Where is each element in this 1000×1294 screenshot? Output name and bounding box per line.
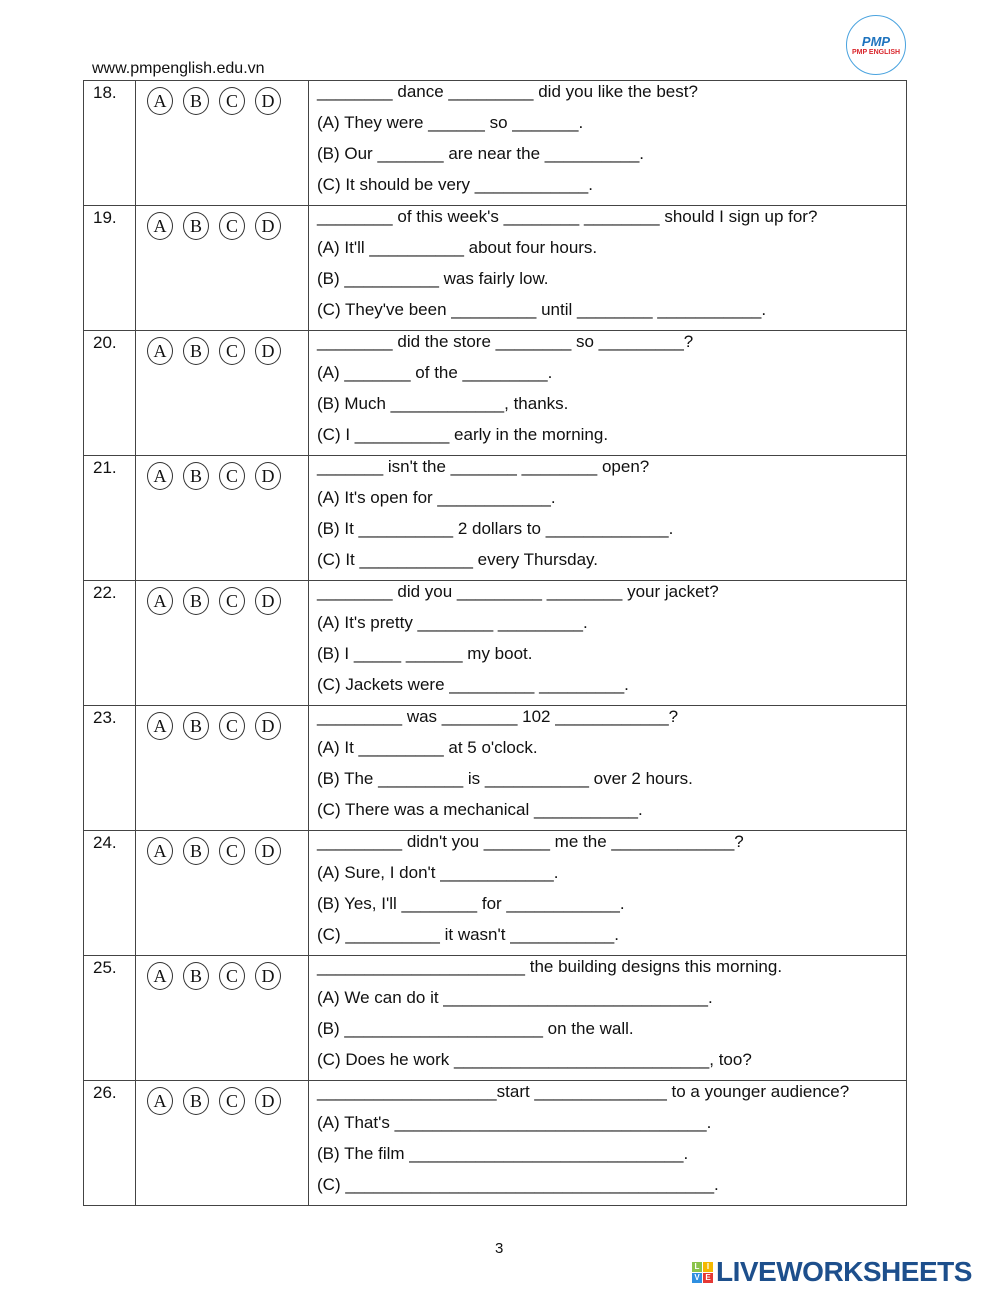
answer-choices (136, 581, 308, 615)
answer-option-d[interactable]: D (255, 837, 281, 865)
answer-choices (136, 956, 308, 990)
answer-option-c[interactable]: C (219, 87, 245, 115)
option-text: (C) There was a mechanical ___________. (317, 800, 643, 819)
question-text: _________ didn't you _______ me the _____________? (317, 832, 744, 851)
answer-option-a[interactable]: A (147, 1087, 173, 1115)
answer-option-c[interactable]: C (219, 462, 245, 490)
question-table (83, 80, 907, 1206)
answer-option-a[interactable]: A (147, 462, 173, 490)
answer-option-c[interactable]: C (219, 337, 245, 365)
live-icon: L I V E (692, 1262, 713, 1283)
question-text: ________ dance _________ did you like the best? (317, 82, 698, 101)
option-text: (A) _______ of the _________. (317, 363, 553, 382)
option-text: (A) We can do it ____________________________. (317, 988, 713, 1007)
answer-option-c[interactable]: C (219, 212, 245, 240)
option-text: (B) It __________ 2 dollars to _____________. (317, 519, 674, 538)
question-number: 22. (84, 581, 136, 706)
option-text: (B) The film _____________________________. (317, 1144, 689, 1163)
answer-option-d[interactable]: D (255, 1087, 281, 1115)
option-text: (C) It should be very ____________. (317, 175, 593, 194)
answer-option-b[interactable]: B (183, 462, 209, 490)
question-text: ___________________start ______________ to a younger audience? (317, 1082, 850, 1101)
option-text: (B) __________ was fairly low. (317, 269, 549, 288)
answer-option-c[interactable]: C (219, 962, 245, 990)
answer-choices (136, 706, 308, 740)
answer-option-a[interactable]: A (147, 212, 173, 240)
answer-option-c[interactable]: C (219, 1087, 245, 1115)
option-text: (B) _____________________ on the wall. (317, 1019, 634, 1038)
option-text: (A) It _________ at 5 o'clock. (317, 738, 538, 757)
answer-option-a[interactable]: A (147, 962, 173, 990)
question-row (84, 831, 907, 956)
question-number: 19. (84, 206, 136, 331)
question-text: ________ of this week's ________ ________ should I sign up for? (317, 207, 818, 226)
answer-option-d[interactable]: D (255, 462, 281, 490)
answer-option-d[interactable]: D (255, 87, 281, 115)
answer-option-c[interactable]: C (219, 712, 245, 740)
option-text: (C) It ____________ every Thursday. (317, 550, 598, 569)
question-row (84, 456, 907, 581)
question-text: _______ isn't the _______ ________ open? (317, 457, 650, 476)
option-text: (C) _______________________________________. (317, 1175, 719, 1194)
question-text: ________ did you _________ ________ your jacket? (317, 582, 719, 601)
question-row (84, 706, 907, 831)
answer-option-d[interactable]: D (255, 962, 281, 990)
option-text: (A) That's _________________________________. (317, 1113, 712, 1132)
question-row (84, 331, 907, 456)
website-url: www.pmpenglish.edu.vn (92, 60, 265, 77)
answer-option-b[interactable]: B (183, 337, 209, 365)
question-row (84, 581, 907, 706)
option-text: (A) They were ______ so _______. (317, 113, 584, 132)
question-row (84, 81, 907, 206)
answer-choices (136, 81, 308, 115)
option-text: (C) I __________ early in the morning. (317, 425, 609, 444)
answer-option-d[interactable]: D (255, 587, 281, 615)
answer-option-a[interactable]: A (147, 337, 173, 365)
answer-option-d[interactable]: D (255, 712, 281, 740)
option-text: (C) They've been _________ until ________ ___________. (317, 300, 767, 319)
question-number: 20. (84, 331, 136, 456)
liveworksheets-brand: L I V E LIVEWORKSHEETS (692, 1256, 972, 1288)
question-number: 24. (84, 831, 136, 956)
question-row (84, 1081, 907, 1206)
page-number: 3 (495, 1240, 504, 1257)
option-text: (B) Our _______ are near the __________. (317, 144, 645, 163)
question-number: 23. (84, 706, 136, 831)
answer-choices (136, 331, 308, 365)
answer-option-a[interactable]: A (147, 712, 173, 740)
question-number: 18. (84, 81, 136, 206)
option-text: (A) It's pretty ________ _________. (317, 613, 588, 632)
answer-option-b[interactable]: B (183, 587, 209, 615)
answer-choices (136, 831, 308, 865)
option-text: (C) __________ it wasn't ___________. (317, 925, 619, 944)
question-row (84, 206, 907, 331)
answer-option-b[interactable]: B (183, 212, 209, 240)
answer-choices (136, 456, 308, 490)
answer-option-b[interactable]: B (183, 712, 209, 740)
answer-option-b[interactable]: B (183, 87, 209, 115)
answer-option-b[interactable]: B (183, 837, 209, 865)
option-text: (B) The _________ is ___________ over 2 hours. (317, 769, 693, 788)
answer-option-d[interactable]: D (255, 212, 281, 240)
answer-option-b[interactable]: B (183, 1087, 209, 1115)
question-number: 26. (84, 1081, 136, 1206)
option-text: (B) Yes, I'll ________ for ____________. (317, 894, 625, 913)
question-number: 21. (84, 456, 136, 581)
option-text: (A) It's open for ____________. (317, 488, 556, 507)
option-text: (C) Does he work ___________________________, too? (317, 1050, 752, 1069)
question-text: _________ was ________ 102 ____________? (317, 707, 679, 726)
question-text: ______________________ the building designs this morning. (317, 957, 783, 976)
answer-option-a[interactable]: A (147, 837, 173, 865)
answer-choices (136, 1081, 308, 1115)
question-number: 25. (84, 956, 136, 1081)
answer-option-b[interactable]: B (183, 962, 209, 990)
answer-option-a[interactable]: A (147, 587, 173, 615)
option-text: (B) I _____ ______ my boot. (317, 644, 533, 663)
option-text: (A) It'll __________ about four hours. (317, 238, 598, 257)
option-text: (C) Jackets were _________ _________. (317, 675, 629, 694)
answer-option-c[interactable]: C (219, 837, 245, 865)
pmp-english-logo: PMP PMP ENGLISH (846, 15, 906, 75)
answer-choices (136, 206, 308, 240)
answer-option-c[interactable]: C (219, 587, 245, 615)
answer-option-d[interactable]: D (255, 337, 281, 365)
answer-option-a[interactable]: A (147, 87, 173, 115)
question-row (84, 956, 907, 1081)
option-text: (B) Much ____________, thanks. (317, 394, 569, 413)
question-text: ________ did the store ________ so _________? (317, 332, 694, 351)
option-text: (A) Sure, I don't ____________. (317, 863, 559, 882)
